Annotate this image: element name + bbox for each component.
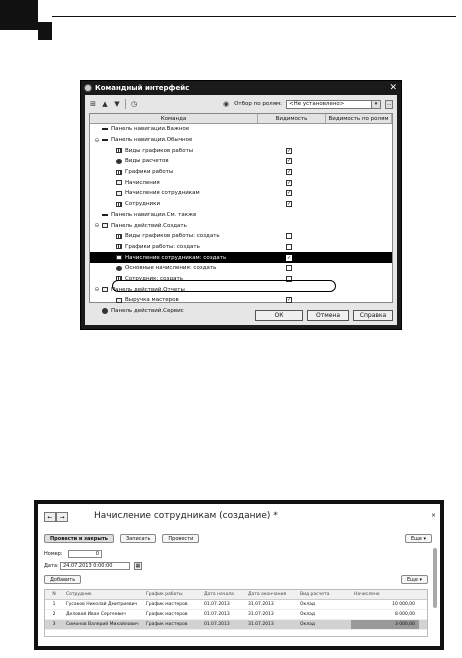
column-header-employee[interactable]: Сотрудник: [66, 592, 92, 597]
table-row[interactable]: [90, 199, 392, 210]
table-row[interactable]: [90, 145, 392, 156]
command-cell: [90, 222, 258, 229]
visibility-checkbox[interactable]: [286, 244, 292, 250]
vertical-scrollbar[interactable]: [433, 548, 437, 608]
doc-icon: [102, 287, 108, 292]
table-row[interactable]: [90, 284, 392, 295]
back-button[interactable]: ←: [44, 512, 56, 522]
command-cell: [90, 265, 258, 271]
start-date-cell[interactable]: 01.07.2013: [204, 602, 230, 607]
visibility-checkbox[interactable]: ✓: [287, 201, 292, 208]
command-cell: [90, 190, 258, 196]
column-header-accrued[interactable]: Начислено: [354, 592, 380, 597]
start-date-cell[interactable]: 01.07.2013: [204, 622, 230, 627]
dots-icon: [116, 266, 122, 271]
command-cell: [90, 244, 258, 250]
doc-icon: [116, 255, 122, 260]
reset-icon[interactable]: ◷: [130, 100, 138, 108]
table-header: [90, 114, 392, 124]
move-up-icon[interactable]: ▲: [102, 100, 108, 108]
table-row[interactable]: [90, 263, 392, 274]
document-form: [38, 504, 440, 646]
visibility-checkbox[interactable]: ✓: [287, 147, 292, 154]
table-row[interactable]: [90, 274, 392, 285]
table-row[interactable]: [90, 167, 392, 178]
number-input[interactable]: 0: [68, 550, 102, 558]
column-header-number[interactable]: N: [52, 592, 56, 597]
grid-icon: [116, 244, 122, 249]
close-icon[interactable]: ×: [430, 512, 436, 519]
role-filter-select[interactable]: [286, 100, 381, 109]
expand-toggle-icon[interactable]: ⊖: [94, 222, 100, 230]
command-cell: [90, 180, 258, 186]
command-label: Панель действий.Создать: [111, 222, 187, 229]
add-row-button[interactable]: Добавить: [44, 575, 81, 584]
move-down-icon[interactable]: ▼: [114, 100, 120, 108]
visibility-cell: [258, 265, 326, 271]
column-header-schedule[interactable]: График работы: [146, 592, 183, 597]
dialog-toolbar: [85, 95, 397, 113]
end-date-cell[interactable]: 31.07.2013: [248, 602, 274, 607]
calc-type-cell[interactable]: Оклад: [300, 602, 316, 607]
command-label: Основные начисления: создать: [125, 265, 217, 272]
table-row[interactable]: [90, 156, 392, 167]
command-label: Начисления: [125, 179, 160, 186]
command-cell: [90, 201, 258, 207]
command-label: Панель навигации.Важное: [111, 126, 190, 133]
command-cell: [90, 137, 258, 144]
visibility-cell: [258, 244, 326, 250]
page-header-rule: [52, 16, 456, 17]
doc-icon: [116, 180, 122, 185]
command-cell: [90, 255, 258, 261]
visibility-cell: [258, 201, 326, 207]
command-label: Графики работы: создать: [125, 243, 200, 250]
panel-icon: [102, 139, 108, 141]
command-cell: [90, 233, 258, 239]
visibility-checkbox[interactable]: [286, 233, 292, 239]
accrued-cell[interactable]: 8 000,00: [394, 612, 415, 617]
schedule-cell[interactable]: График мастеров: [146, 612, 188, 617]
command-label: Сотрудники: [125, 201, 161, 208]
table-row[interactable]: [90, 188, 392, 199]
command-bar: [44, 534, 432, 544]
visibility-checkbox[interactable]: ✓: [287, 254, 292, 261]
visibility-checkbox[interactable]: ✓: [287, 169, 292, 176]
start-date-cell[interactable]: 01.07.2013: [204, 612, 230, 617]
roles-icon[interactable]: ◉: [223, 100, 230, 108]
table-row[interactable]: [90, 124, 392, 135]
table-row[interactable]: [90, 177, 392, 188]
accrued-cell[interactable]: 10 000,00: [392, 602, 415, 607]
table-command-bar: [44, 575, 428, 585]
command-cell: [90, 286, 258, 293]
dialog-titlebar: [81, 81, 401, 95]
dialog-buttons: [255, 310, 393, 321]
visibility-cell: [258, 148, 326, 154]
more-menu-button[interactable]: Еще ▾: [405, 534, 432, 543]
grid-icon: [116, 202, 122, 207]
visibility-cell: [258, 158, 326, 164]
command-label: Начисления сотрудникам: [125, 190, 200, 197]
ok-button[interactable]: ОК: [255, 310, 303, 321]
accruals-table: [44, 589, 428, 637]
calc-type-cell[interactable]: Оклад: [300, 622, 316, 627]
command-cell: [90, 126, 258, 132]
visibility-cell: [258, 180, 326, 186]
command-label: Панель навигации.Обычное: [111, 137, 193, 144]
app-icon: [84, 84, 92, 92]
toolbar-separator: [125, 99, 126, 109]
table-row[interactable]: [45, 620, 427, 630]
column-header-visibility[interactable]: Видимость: [258, 114, 326, 123]
filter-choose-button[interactable]: ...: [386, 100, 392, 107]
employee-cell[interactable]: Деловой Иван Сергеевич: [66, 612, 126, 617]
command-cell: [90, 297, 258, 303]
grid-icon: [116, 234, 122, 239]
command-label: Графики работы: [125, 169, 174, 176]
visibility-cell: [258, 297, 326, 303]
navigation-buttons: [44, 512, 68, 522]
employee-cell[interactable]: Гусаков Николай Дмитриевич: [66, 602, 138, 607]
table-row[interactable]: [45, 610, 427, 620]
command-label: Сотрудник: создать: [125, 275, 183, 282]
table-row[interactable]: [45, 600, 427, 610]
row-number-cell[interactable]: 2: [52, 612, 56, 617]
doc-icon: [102, 223, 108, 228]
commands-table: [89, 113, 393, 315]
panel-icon: [102, 128, 108, 130]
command-cell: [90, 169, 258, 175]
command-cell: [90, 212, 258, 218]
calc-type-cell[interactable]: Оклад: [300, 612, 316, 617]
accrued-cell[interactable]: 3 000,00: [351, 620, 419, 629]
column-header-start-date[interactable]: Дата начала: [204, 592, 234, 597]
doc-icon: [116, 298, 122, 303]
table-row[interactable]: [90, 220, 392, 231]
help-button[interactable]: Справка: [353, 310, 393, 321]
command-cell: [90, 148, 258, 154]
table-row[interactable]: [90, 295, 392, 306]
visibility-cell: [258, 276, 326, 282]
save-button[interactable]: Записать: [120, 534, 156, 543]
visibility-checkbox[interactable]: ✓: [287, 179, 292, 186]
filter-label: Отбор по ролям:: [234, 101, 282, 107]
dots-icon: [116, 159, 122, 164]
grid-icon: [116, 148, 122, 153]
end-date-cell[interactable]: 31.07.2013: [248, 622, 274, 627]
command-label: Виды расчетов: [125, 158, 169, 165]
schedule-cell[interactable]: График мастеров: [146, 602, 188, 607]
command-label: Панель действий.Сервис: [111, 308, 184, 315]
visibility-cell: [258, 169, 326, 175]
expand-toggle-icon[interactable]: ⊖: [94, 136, 100, 144]
document-title: Начисление сотрудникам (создание) *: [94, 511, 278, 521]
visibility-checkbox[interactable]: [286, 276, 292, 282]
row-number-cell[interactable]: 1: [52, 602, 56, 607]
column-header-end-date[interactable]: Дата окончания: [248, 592, 287, 597]
command-label: Выручка мастеров: [125, 297, 179, 304]
close-icon[interactable]: ✕: [389, 83, 397, 93]
schedule-cell[interactable]: График мастеров: [146, 622, 188, 627]
visibility-checkbox[interactable]: ✓: [287, 190, 292, 197]
expand-toggle-icon[interactable]: ⊖: [94, 286, 100, 294]
grid-icon: [116, 170, 122, 175]
visibility-cell: [258, 233, 326, 239]
grid-icon: [116, 276, 122, 281]
doc-icon: [116, 191, 122, 196]
table-row[interactable]: [90, 231, 392, 242]
dialog-title: Командный интерфейс: [95, 84, 190, 92]
command-interface-dialog: [80, 80, 402, 330]
command-label: Начисление сотрудникам: создать: [125, 254, 227, 261]
employee-cell[interactable]: Симонов Валерий Михайлович: [66, 622, 139, 627]
table-row[interactable]: [90, 252, 392, 263]
visibility-cell: [258, 190, 326, 196]
number-field-row: [44, 550, 102, 558]
chevron-down-icon[interactable]: ▾: [371, 101, 380, 108]
post-button[interactable]: Провести: [162, 534, 199, 543]
table-header: [45, 590, 427, 600]
post-and-close-button[interactable]: Провести и закрыть: [44, 534, 114, 543]
date-label: Дата:: [44, 563, 59, 569]
forward-button[interactable]: →: [56, 512, 68, 522]
table-row[interactable]: [90, 242, 392, 253]
command-label: Виды графиков работы: создать: [125, 233, 220, 240]
command-label: Панель действий.Отчеты: [111, 286, 185, 293]
table-more-button[interactable]: Еще ▾: [401, 575, 428, 584]
column-header-role-visibility[interactable]: Видимость по ролям: [326, 114, 392, 123]
visibility-checkbox[interactable]: [286, 265, 292, 271]
table-row[interactable]: [90, 210, 392, 221]
panel-icon: [102, 214, 108, 216]
command-label: Панель навигации.См. также: [111, 211, 197, 218]
dialog-body: [85, 95, 397, 325]
gear-icon: [102, 308, 108, 314]
number-label: Номер:: [44, 551, 63, 557]
column-header-command[interactable]: Команда: [90, 114, 258, 123]
command-cell: [90, 308, 258, 314]
document-form-window: [34, 500, 444, 650]
date-field-row: [44, 562, 142, 570]
calendar-icon[interactable]: ▦: [135, 563, 141, 569]
visibility-cell: [258, 255, 326, 261]
role-filter-value: <Не установлено>: [289, 101, 345, 107]
row-number-cell[interactable]: 3: [52, 622, 56, 627]
table-body: [45, 600, 427, 630]
table-row[interactable]: [90, 135, 392, 146]
end-date-cell[interactable]: 31.07.2013: [248, 612, 274, 617]
table-body: [90, 124, 392, 316]
tree-view-icon[interactable]: ⊞: [90, 100, 96, 108]
column-header-calc-type[interactable]: Вид расчета: [300, 592, 330, 597]
page-corner-tab: [38, 22, 52, 40]
date-input[interactable]: 24.07.2013 0:00:00: [60, 562, 130, 570]
visibility-checkbox[interactable]: ✓: [287, 158, 292, 165]
page-corner-block: [0, 0, 38, 30]
command-label: Виды графиков работы: [125, 147, 194, 154]
command-cell: [90, 158, 258, 164]
visibility-checkbox[interactable]: ✓: [287, 297, 292, 304]
command-cell: [90, 276, 258, 282]
cancel-button[interactable]: Отмена: [307, 310, 349, 321]
